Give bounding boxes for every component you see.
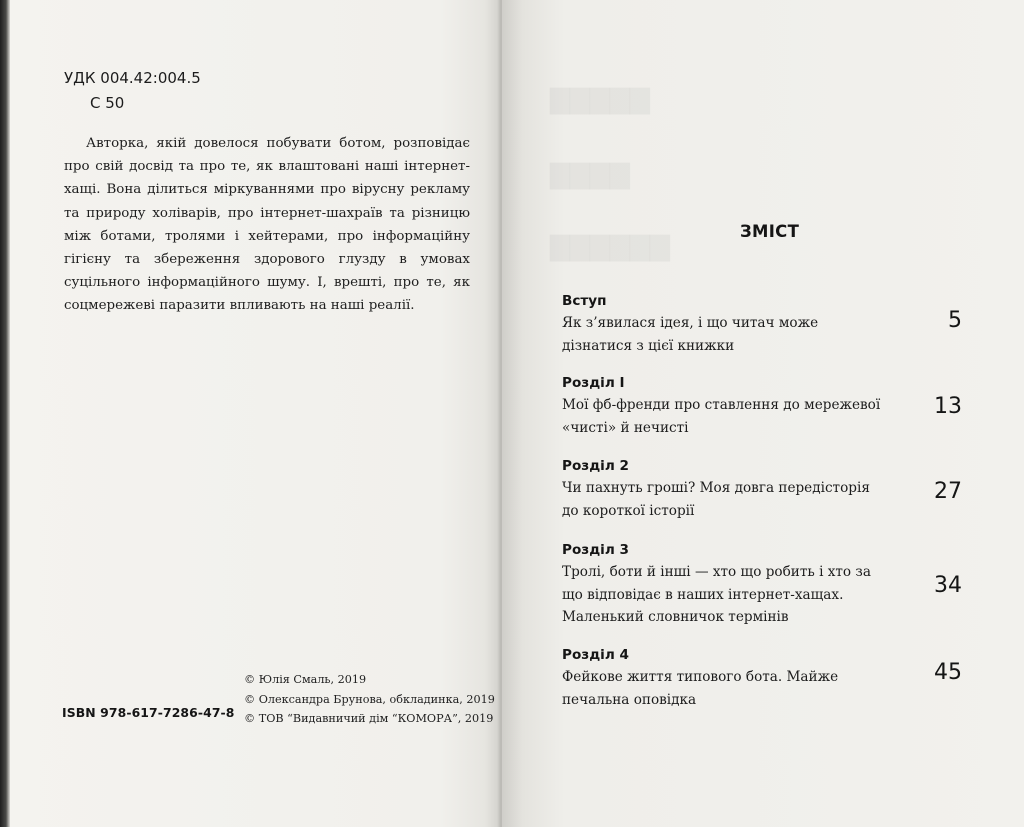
bleed-through-mark: [550, 85, 650, 115]
toc-entry-title-line: Фейкове життя типового бота. Майже: [562, 669, 839, 685]
toc-entry-title-line: що відповідає в наших інтернет-хащах.: [562, 586, 844, 603]
copyright-line-author: © Юлія Смаль, 2019: [244, 673, 367, 686]
toc-entry: [562, 539, 982, 629]
bleed-through-mark: [550, 160, 630, 190]
copyright-block: [244, 670, 495, 729]
left-page: [0, 0, 500, 827]
toc-entry-page-number: 34: [934, 573, 962, 598]
toc-entry-title-line: Чи пахнуть гроші? Моя довга передісторія: [562, 480, 870, 496]
isbn: ISBN 978-617-7286-47-8: [62, 705, 235, 720]
toc-entry: [562, 372, 982, 439]
toc-entry-title-line: «чисті» й нечисті: [562, 419, 689, 436]
toc-entry-page-number: 13: [934, 394, 962, 419]
copyright-line-cover: © Олександра Брунова, обкладинка, 2019: [244, 692, 495, 706]
toc-entry-page-number: 27: [934, 479, 962, 504]
book-edge: [0, 0, 10, 827]
toc-entry-page-number: 45: [934, 660, 962, 685]
toc-entry-title-line: Маленький словничок термінів: [562, 609, 789, 625]
udk-code: УДК 004.42:004.5: [64, 69, 201, 87]
toc-entry-title-line: печальна оповідка: [562, 691, 697, 708]
book-annotation: Авторка, якій довелося побувати ботом, розповідає про свій досвід та про те, як влаштовані наші інтернет-хащі. Вона ділиться міркуваннями про вірусну рекламу та природу холіварів, про інтернет-шахраїв та різницю між ботами, тролями і хейтерами, про інформаційну гігієну та збереження здорового глузду в умовах суцільного інформаційного шуму. І, врешті, про те, як соцмережеві паразити впливають на наші реалії.: [64, 136, 470, 314]
toc-entry-label: Розділ 3: [562, 542, 629, 558]
toc-entry: [562, 290, 982, 357]
toc-entry: [562, 644, 982, 711]
toc-entry-label: Розділ І: [562, 375, 625, 391]
toc-entry: [562, 455, 982, 522]
toc-entry-page-number: 5: [948, 308, 962, 333]
toc-entry-label: Розділ 2: [562, 458, 629, 474]
toc-entry-label: Вступ: [562, 293, 607, 309]
toc-entry-title-line: Тролі, боти й інші — хто що робить і хто за: [562, 564, 871, 580]
toc-entry-label: Розділ 4: [562, 647, 629, 663]
toc-entry-title-line: Мої фб-френди про ставлення до мережевої: [562, 397, 881, 413]
bbk-code: С 50: [90, 94, 125, 112]
toc-entry-title-line: до короткої історії: [562, 502, 695, 519]
toc-entry-title-line: дізнатися з цієї книжки: [562, 337, 735, 354]
toc-title: ЗМІСТ: [740, 222, 800, 241]
bleed-through-mark: [550, 232, 670, 262]
toc-entry-title-line: Як з’явилася ідея, і що читач може: [562, 315, 819, 331]
copyright-line-publisher: © ТОВ “Видавничий дім “КОМОРА”, 2019: [244, 712, 494, 725]
